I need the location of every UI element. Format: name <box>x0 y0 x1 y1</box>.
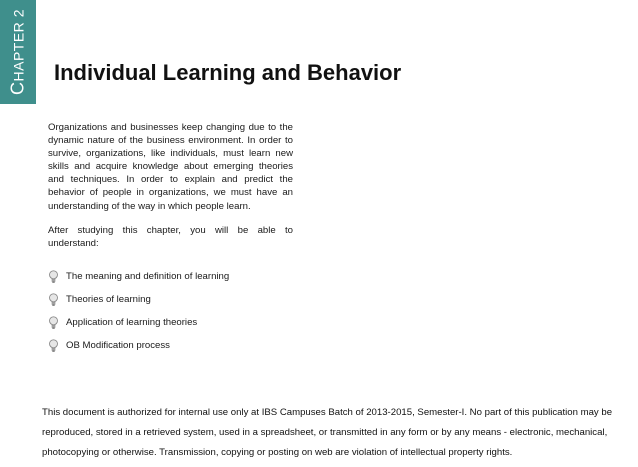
copyright-notice: This document is authorized for internal use only at IBS Campuses Batch of 2013-2015, Semester-I. No part of this publication may be reproduced, stored in a retrieved system, used in a spreadsheet, or transmitted in any form or by any means - electronic, mechanical, photocopying or otherwise. Transmission, copying or posting on web are violation of intellectual property rights. <box>42 407 613 458</box>
bulb-icon <box>48 339 59 352</box>
objective-text: Theories of learning <box>66 294 151 305</box>
intro-paragraph: Organizations and businesses keep changing due to the dynamic nature of the business environment. In order to survive, organizations, like individuals, must learn new skills and acquire knowledge about emerging theories and techniques. In order to explain and predict the behavior of people in organizations, we must have an understanding of the way in which people learn. <box>48 122 293 212</box>
objective-item <box>48 334 308 357</box>
chapter-number: 2 <box>10 9 27 18</box>
bulb-icon <box>48 316 59 329</box>
chapter-label <box>8 9 29 95</box>
bulb-icon <box>48 293 59 306</box>
objective-text: The meaning and definition of learning <box>66 271 230 282</box>
chapter-label-initial: C <box>7 81 28 95</box>
objectives-lead: After studying this chapter, you will be able to understand: <box>48 224 293 249</box>
bulb-icon <box>48 270 59 283</box>
objectives-list <box>48 265 308 357</box>
intro-text <box>48 121 293 261</box>
page-title: Individual Learning and Behavior <box>54 60 402 85</box>
chapter-label-rest: HAPTER <box>10 21 27 82</box>
objective-text: OB Modification process <box>66 340 170 351</box>
objective-item <box>48 288 308 311</box>
objective-item <box>48 265 308 288</box>
chapter-tab <box>0 0 36 104</box>
objective-text: Application of learning theories <box>66 317 198 328</box>
objective-item <box>48 311 308 334</box>
